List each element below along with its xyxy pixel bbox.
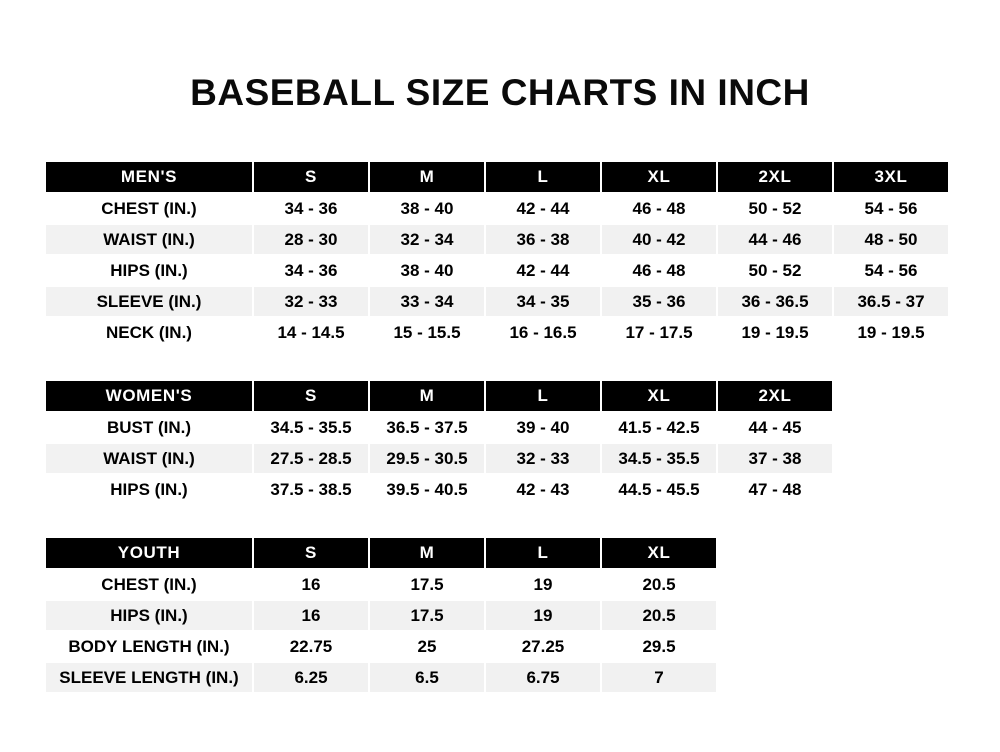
row-label: SLEEVE (IN.) [45,286,253,317]
table-cell: 36.5 - 37.5 [369,412,485,443]
column-header: MEN'S [45,161,253,193]
table-row [45,412,833,443]
page-title: BASEBALL SIZE CHARTS IN INCH [190,72,810,113]
column-header: XL [601,380,717,412]
table-cell: 40 - 42 [601,224,717,255]
table-cell: 20.5 [601,600,717,631]
table-cell: 41.5 - 42.5 [601,412,717,443]
table-cell: 6.5 [369,662,485,693]
size-tables-container [0,160,1000,694]
table-cell: 46 - 48 [601,255,717,286]
column-header: L [485,380,601,412]
column-header: M [369,537,485,569]
column-header: 2XL [717,380,833,412]
table-row [45,443,833,474]
table-cell: 39 - 40 [485,412,601,443]
table-cell: 34 - 36 [253,193,369,224]
table-cell: 47 - 48 [717,474,833,505]
table-row [45,193,949,224]
table-cell: 20.5 [601,569,717,600]
table-cell: 29.5 - 30.5 [369,443,485,474]
column-header: M [369,161,485,193]
table-cell: 44.5 - 45.5 [601,474,717,505]
table-cell: 32 - 33 [253,286,369,317]
table-cell: 6.75 [485,662,601,693]
table-row [45,662,717,693]
table-cell: 44 - 46 [717,224,833,255]
table-cell: 37.5 - 38.5 [253,474,369,505]
table-cell: 27.5 - 28.5 [253,443,369,474]
column-header: YOUTH [45,537,253,569]
table-cell: 54 - 56 [833,255,949,286]
table-row [45,474,833,505]
table-cell: 54 - 56 [833,193,949,224]
column-header: XL [601,537,717,569]
table-cell: 34.5 - 35.5 [601,443,717,474]
table-cell: 16 [253,569,369,600]
table-row [45,286,949,317]
table-header-row [45,537,717,569]
row-label: SLEEVE LENGTH (IN.) [45,662,253,693]
row-label: BUST (IN.) [45,412,253,443]
youth-size-table [44,536,718,694]
table-cell: 38 - 40 [369,193,485,224]
table-cell: 19 [485,600,601,631]
table-row [45,600,717,631]
column-header: 3XL [833,161,949,193]
table-cell: 48 - 50 [833,224,949,255]
column-header: L [485,161,601,193]
table-cell: 29.5 [601,631,717,662]
column-header: S [253,537,369,569]
table-cell: 14 - 14.5 [253,317,369,348]
table-cell: 50 - 52 [717,255,833,286]
table-cell: 25 [369,631,485,662]
table-cell: 38 - 40 [369,255,485,286]
table-cell: 42 - 44 [485,193,601,224]
table-cell: 19 [485,569,601,600]
column-header: M [369,380,485,412]
table-cell: 27.25 [485,631,601,662]
table-cell: 16 - 16.5 [485,317,601,348]
column-header: L [485,537,601,569]
table-cell: 42 - 44 [485,255,601,286]
table-cell: 34.5 - 35.5 [253,412,369,443]
table-cell: 34 - 36 [253,255,369,286]
row-label: NECK (IN.) [45,317,253,348]
table-cell: 17.5 [369,600,485,631]
table-cell: 39.5 - 40.5 [369,474,485,505]
table-cell: 34 - 35 [485,286,601,317]
table-cell: 37 - 38 [717,443,833,474]
row-label: CHEST (IN.) [45,569,253,600]
row-label: WAIST (IN.) [45,224,253,255]
table-cell: 6.25 [253,662,369,693]
table-header-row [45,161,949,193]
row-label: BODY LENGTH (IN.) [45,631,253,662]
table-cell: 36 - 38 [485,224,601,255]
table-cell: 42 - 43 [485,474,601,505]
row-label: WAIST (IN.) [45,443,253,474]
table-cell: 17.5 [369,569,485,600]
table-row [45,317,949,348]
table-row [45,255,949,286]
table-cell: 19 - 19.5 [833,317,949,348]
table-cell: 32 - 33 [485,443,601,474]
table-cell: 46 - 48 [601,193,717,224]
table-cell: 22.75 [253,631,369,662]
table-cell: 19 - 19.5 [717,317,833,348]
row-label: HIPS (IN.) [45,474,253,505]
table-cell: 33 - 34 [369,286,485,317]
mens-size-table [44,160,950,349]
row-label: HIPS (IN.) [45,600,253,631]
table-cell: 16 [253,600,369,631]
table-cell: 7 [601,662,717,693]
table-cell: 36.5 - 37 [833,286,949,317]
table-cell: 35 - 36 [601,286,717,317]
table-header-row [45,380,833,412]
table-cell: 50 - 52 [717,193,833,224]
table-cell: 32 - 34 [369,224,485,255]
table-cell: 44 - 45 [717,412,833,443]
table-row [45,631,717,662]
table-cell: 17 - 17.5 [601,317,717,348]
column-header: WOMEN'S [45,380,253,412]
row-label: CHEST (IN.) [45,193,253,224]
table-cell: 28 - 30 [253,224,369,255]
column-header: 2XL [717,161,833,193]
row-label: HIPS (IN.) [45,255,253,286]
table-row [45,224,949,255]
column-header: S [253,161,369,193]
table-cell: 36 - 36.5 [717,286,833,317]
column-header: XL [601,161,717,193]
table-cell: 15 - 15.5 [369,317,485,348]
column-header: S [253,380,369,412]
table-row [45,569,717,600]
womens-size-table [44,379,834,506]
